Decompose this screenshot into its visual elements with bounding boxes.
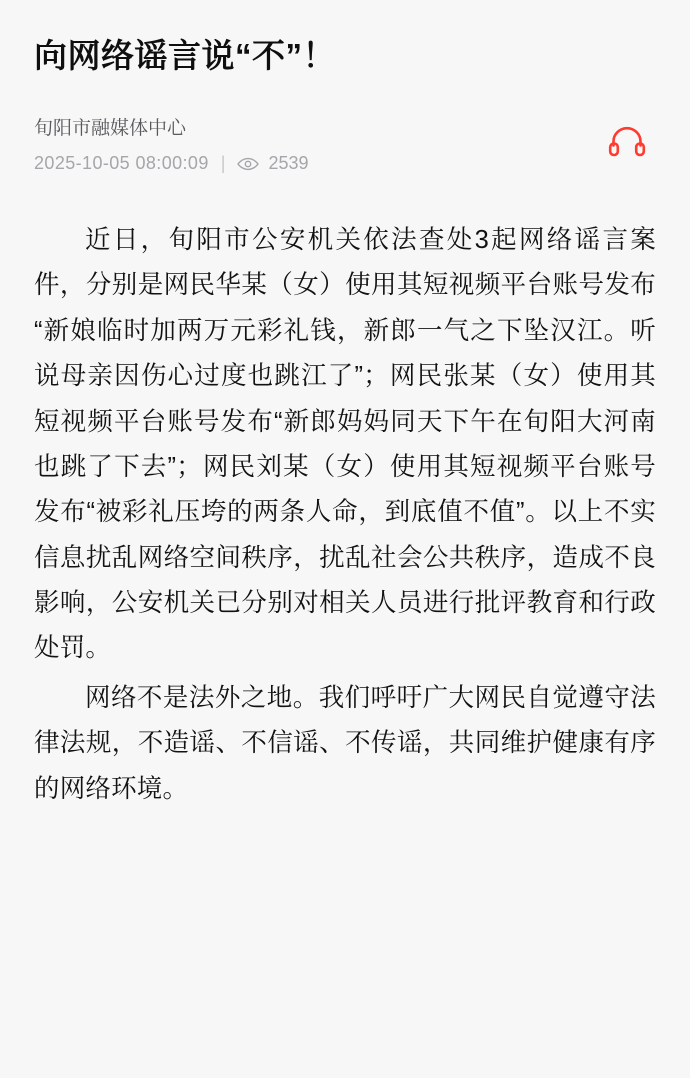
article-meta: [34, 115, 656, 175]
audio-play-button[interactable]: [604, 123, 650, 165]
view-count-group: [237, 153, 308, 174]
article-body: [34, 218, 656, 812]
eye-icon: [237, 157, 259, 171]
page-title: 向网络谣言说“不”！: [34, 37, 336, 74]
meta-line: [34, 153, 656, 174]
publish-timestamp: 2025-10-05 08:00:09: [34, 153, 209, 174]
meta-divider: |: [220, 153, 226, 174]
article-paragraph: 近日，旬阳市公安机关依法查处3起网络谣言案件，分别是网民华某（女）使用其短视频平台账号发布“新娘临时加两万元彩礼钱，新郎一气之下坠汉江。听说母亲因伤心过度也跳江了”；网民张某（女）使用其短视频平台账号发布“新郎妈妈同天下午在旬阳大河南也跳了下去”；网民刘某（女）使用其短视频平台账号发布“被彩礼压垮的两条人命，到底值不值”。以上不实信息扰乱网络空间秩序，扰乱社会公共秩序，造成不良影响，公安机关已分别对相关人员进行批评教育和行政处罚。: [34, 226, 656, 663]
view-count-value: 2539: [268, 153, 309, 174]
article-paragraph: 网络不是法外之地。我们呼吁广大网民自觉遵守法律法规，不造谣、不信谣、不传谣，共同维护健康有序的网络环境。: [34, 683, 656, 803]
headphones-icon: [607, 123, 647, 164]
article-source: 旬阳市融媒体中心: [34, 117, 187, 139]
